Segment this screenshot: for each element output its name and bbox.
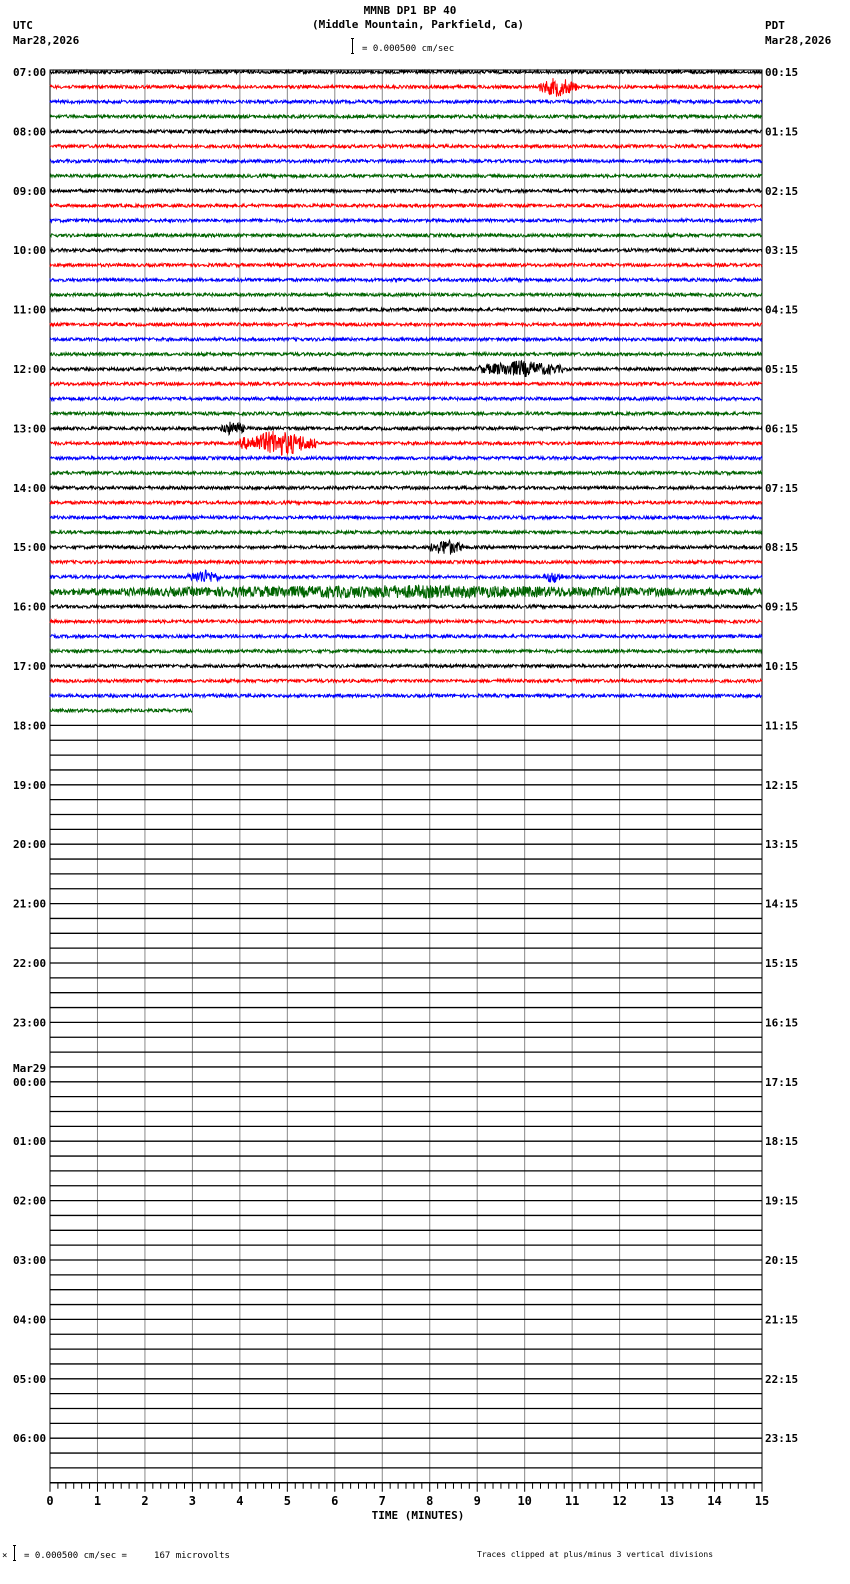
x-tick-label: 6 <box>331 1493 339 1508</box>
left-time-label: 03:00 <box>13 1254 47 1267</box>
x-tick-label: 8 <box>426 1493 434 1508</box>
right-time-label: 17:15 <box>765 1075 799 1089</box>
x-tick-label: 11 <box>564 1493 580 1508</box>
left-time-label: 13:00 <box>13 422 47 436</box>
left-time-label: 00:00 <box>13 1075 47 1089</box>
right-time-label: 16:15 <box>765 1016 799 1030</box>
seismic-trace <box>50 679 762 682</box>
seismic-trace <box>50 204 762 207</box>
seismic-trace <box>50 650 762 653</box>
seismic-trace <box>50 382 762 385</box>
seismic-trace <box>50 664 762 667</box>
chart-subtitle: (Middle Mountain, Parkfield, Ca) <box>312 18 524 31</box>
seismic-trace <box>50 397 762 400</box>
seismic-trace <box>50 516 762 519</box>
seismic-trace <box>50 115 762 118</box>
x-tick-label: 10 <box>517 1493 532 1508</box>
right-time-label: 20:15 <box>765 1254 799 1267</box>
seismic-trace <box>50 585 762 598</box>
left-time-label: 08:00 <box>13 125 47 139</box>
right-time-label: 23:15 <box>765 1432 799 1446</box>
right-time-label: 03:15 <box>765 244 799 258</box>
right-time-label: 09:15 <box>765 600 799 614</box>
left-time-label: 04:00 <box>13 1313 47 1327</box>
left-time-label: 17:00 <box>13 660 47 673</box>
left-time-label: 22:00 <box>13 957 47 970</box>
seismic-trace <box>50 694 762 697</box>
seismic-trace <box>50 605 762 608</box>
seismic-trace <box>50 361 762 377</box>
left-time-label: 09:00 <box>13 184 47 198</box>
footer-scale: = 0.000500 cm/sec = 167 microvolts <box>24 1551 230 1561</box>
date-change-label: Mar29 <box>13 1061 47 1075</box>
right-time-label: 11:15 <box>765 719 799 733</box>
left-time-label: 10:00 <box>13 244 47 258</box>
seismic-trace <box>50 145 762 148</box>
right-time-label: 21:15 <box>765 1313 799 1327</box>
seismic-trace <box>50 531 762 534</box>
seismic-trace <box>50 338 762 341</box>
footer-scale-marker: × <box>2 1551 8 1561</box>
seismic-trace <box>50 412 762 415</box>
left-time-label: 02:00 <box>13 1194 47 1208</box>
right-time-label: 02:15 <box>765 184 799 198</box>
seismic-trace <box>50 486 762 489</box>
left-timezone: UTC <box>13 19 33 32</box>
clip-note: Traces clipped at plus/minus 3 vertical divisions <box>477 1550 714 1559</box>
right-time-label: 08:15 <box>765 541 799 555</box>
header-scale: = 0.000500 cm/sec <box>362 44 455 54</box>
x-tick-label: 12 <box>612 1493 627 1508</box>
seismic-trace <box>50 264 762 267</box>
seismic-trace <box>50 130 762 133</box>
right-timezone: PDT <box>765 19 785 32</box>
seismic-trace <box>50 709 192 712</box>
x-tick-label: 2 <box>141 1493 149 1508</box>
seismic-trace <box>50 78 762 97</box>
left-time-label: 01:00 <box>13 1135 47 1149</box>
seismic-trace <box>50 561 762 564</box>
seismic-trace <box>50 501 762 504</box>
left-time-label: 23:00 <box>13 1016 47 1030</box>
x-tick-label: 4 <box>236 1493 244 1508</box>
seismic-trace <box>50 219 762 222</box>
left-time-label: 06:00 <box>13 1432 47 1446</box>
right-date: Mar28,2026 <box>765 34 832 47</box>
left-time-label: 14:00 <box>13 481 47 495</box>
right-time-label: 19:15 <box>765 1194 799 1208</box>
right-time-label: 15:15 <box>765 957 799 970</box>
x-tick-label: 5 <box>283 1493 291 1508</box>
seismic-trace <box>50 431 762 456</box>
seismic-trace <box>50 278 762 281</box>
seismic-trace <box>50 174 762 177</box>
right-time-label: 01:15 <box>765 125 799 139</box>
seismic-trace <box>50 620 762 623</box>
seismic-trace <box>50 308 762 311</box>
left-time-label: 11:00 <box>13 303 47 317</box>
seismic-trace <box>50 293 762 296</box>
right-time-label: 05:15 <box>765 363 799 376</box>
right-time-label: 04:15 <box>765 303 799 317</box>
right-time-label: 10:15 <box>765 660 799 673</box>
seismic-trace <box>50 234 762 237</box>
seismic-trace <box>50 249 762 252</box>
x-tick-label: 0 <box>46 1493 54 1508</box>
right-time-label: 14:15 <box>765 897 799 911</box>
x-tick-label: 15 <box>754 1493 770 1508</box>
seismic-trace <box>50 323 762 326</box>
seismic-trace <box>50 635 762 638</box>
x-axis-label: TIME (MINUTES) <box>371 1509 465 1522</box>
x-tick-label: 7 <box>378 1493 386 1508</box>
x-tick-label: 9 <box>473 1493 481 1508</box>
seismic-trace <box>50 100 762 103</box>
right-time-label: 00:15 <box>765 66 799 79</box>
seismic-trace <box>50 160 762 163</box>
seismic-trace <box>50 471 762 474</box>
seismic-trace <box>50 70 762 73</box>
left-time-label: 05:00 <box>13 1372 47 1386</box>
left-time-label: 18:00 <box>13 719 47 733</box>
left-date: Mar28,2026 <box>13 34 80 47</box>
left-time-label: 12:00 <box>13 363 47 376</box>
seismic-trace <box>50 422 762 435</box>
right-time-label: 22:15 <box>765 1372 799 1386</box>
chart-title: MMNB DP1 BP 40 <box>363 4 457 17</box>
footer-scale-bar-icon <box>13 1545 16 1561</box>
seismic-trace <box>50 353 762 356</box>
plot-frame <box>50 70 762 1483</box>
left-time-label: 20:00 <box>13 838 47 852</box>
seismic-trace <box>50 457 762 460</box>
left-time-label: 16:00 <box>13 600 47 614</box>
left-time-label: 07:00 <box>13 66 47 79</box>
right-time-label: 12:15 <box>765 778 799 792</box>
right-time-label: 07:15 <box>765 481 799 495</box>
x-tick-label: 13 <box>659 1493 675 1508</box>
x-tick-label: 14 <box>707 1493 722 1508</box>
seismic-trace <box>50 189 762 192</box>
right-time-label: 06:15 <box>765 422 799 436</box>
x-tick-label: 1 <box>93 1493 102 1508</box>
left-time-label: 19:00 <box>13 778 47 792</box>
left-time-label: 15:00 <box>13 541 47 555</box>
seismic-trace <box>50 540 762 554</box>
seismic-trace <box>50 570 762 583</box>
right-time-label: 13:15 <box>765 838 799 852</box>
right-time-label: 18:15 <box>765 1135 799 1149</box>
left-time-label: 21:00 <box>13 897 47 911</box>
x-tick-label: 3 <box>188 1493 197 1508</box>
